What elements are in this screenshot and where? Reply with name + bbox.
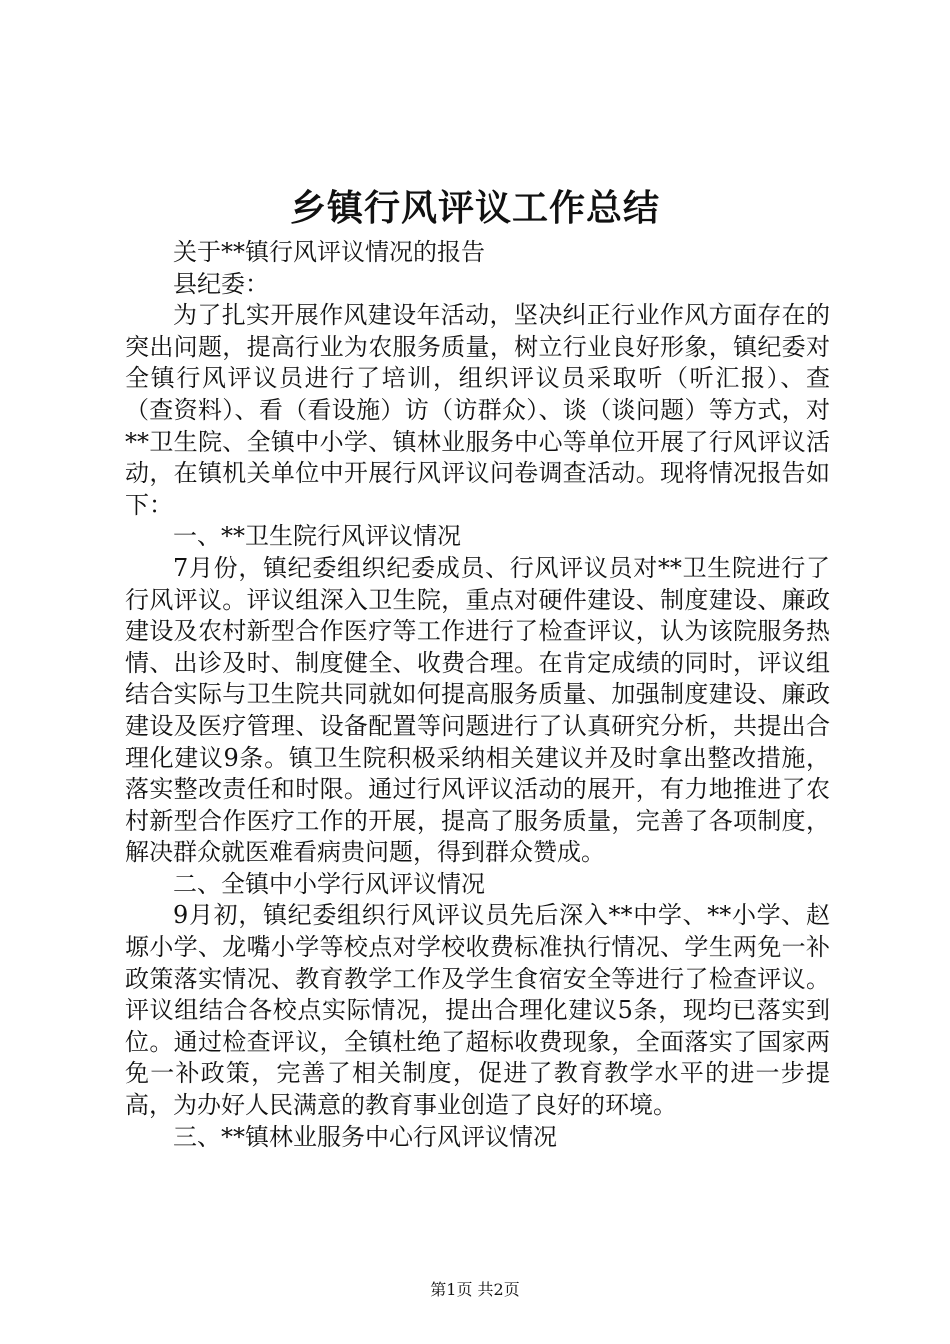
section-1-paragraph: 7月份，镇纪委组织纪委成员、行风评议员对**卫生院进行了行风评议。评议组深入卫生院，重点对硬件建设、制度建设、廉政建设及农村新型合作医疗等工作进行了检查评议，认为该院服务热情、出诊及时、制度健全、收费合理。在肯定成绩的同时，评议组结合实际与卫生院共同就如何提高服务质量、加强制度建设、廉政建设及医疗管理、设备配置等问题进行了认真研究分析，共提出合理化建议9条。镇卫生院积极采纳相关建议并及时拿出整改措施，落实整改责任和时限。通过行风评议活动的展开，有力地推进了农村新型合作医疗工作的开展，提高了服务质量，完善了各项制度，解决群众就医难看病贵问题，得到群众赞成。 (125, 553, 830, 867)
page-title: 乡镇行风评议工作总结 (289, 188, 660, 229)
document-body (125, 237, 830, 1153)
intro-paragraph: 为了扎实开展作风建设年活动，坚决纠正行业作风方面存在的突出问题，提高行业为农服务质量，树立行业良好形象，镇纪委对全镇行风评议员进行了培训，组织评议员采取听（听汇报）、查（查资料）、看（看设施）访（访群众）、谈（谈问题）等方式，对**卫生院、全镇中小学、镇林业服务中心等单位开展了行风评议活动，在镇机关单位中开展行风评议问卷调查活动。现将情况报告如下： (125, 301, 830, 519)
section-heading-2: 二、全镇中小学行风评议情况 (173, 869, 485, 898)
salutation: 县纪委： (173, 269, 269, 298)
page-number-footer: 第1页 共2页 (430, 1280, 520, 1299)
section-heading-3: 三、**镇林业服务中心行风评议情况 (173, 1122, 557, 1151)
report-heading: 关于**镇行风评议情况的报告 (173, 238, 485, 266)
section-2-paragraph: 9月初，镇纪委组织行风评议员先后深入**中学、**小学、赵塬小学、龙嘴小学等校点对学校收费标准执行情况、学生两免一补政策落实情况、教育教学工作及学生食宿安全等进行了检查评议。评议组结合各校点实际情况，提出合理化建议5条，现均已落实到位。通过检查评议，全镇杜绝了超标收费现象，全面落实了国家两免一补政策，完善了相关制度，促进了教育教学水平的进一步提高，为办好人民满意的教育事业创造了良好的环境。 (125, 901, 830, 1120)
section-heading-1: 一、**卫生院行风评议情况 (173, 522, 461, 551)
